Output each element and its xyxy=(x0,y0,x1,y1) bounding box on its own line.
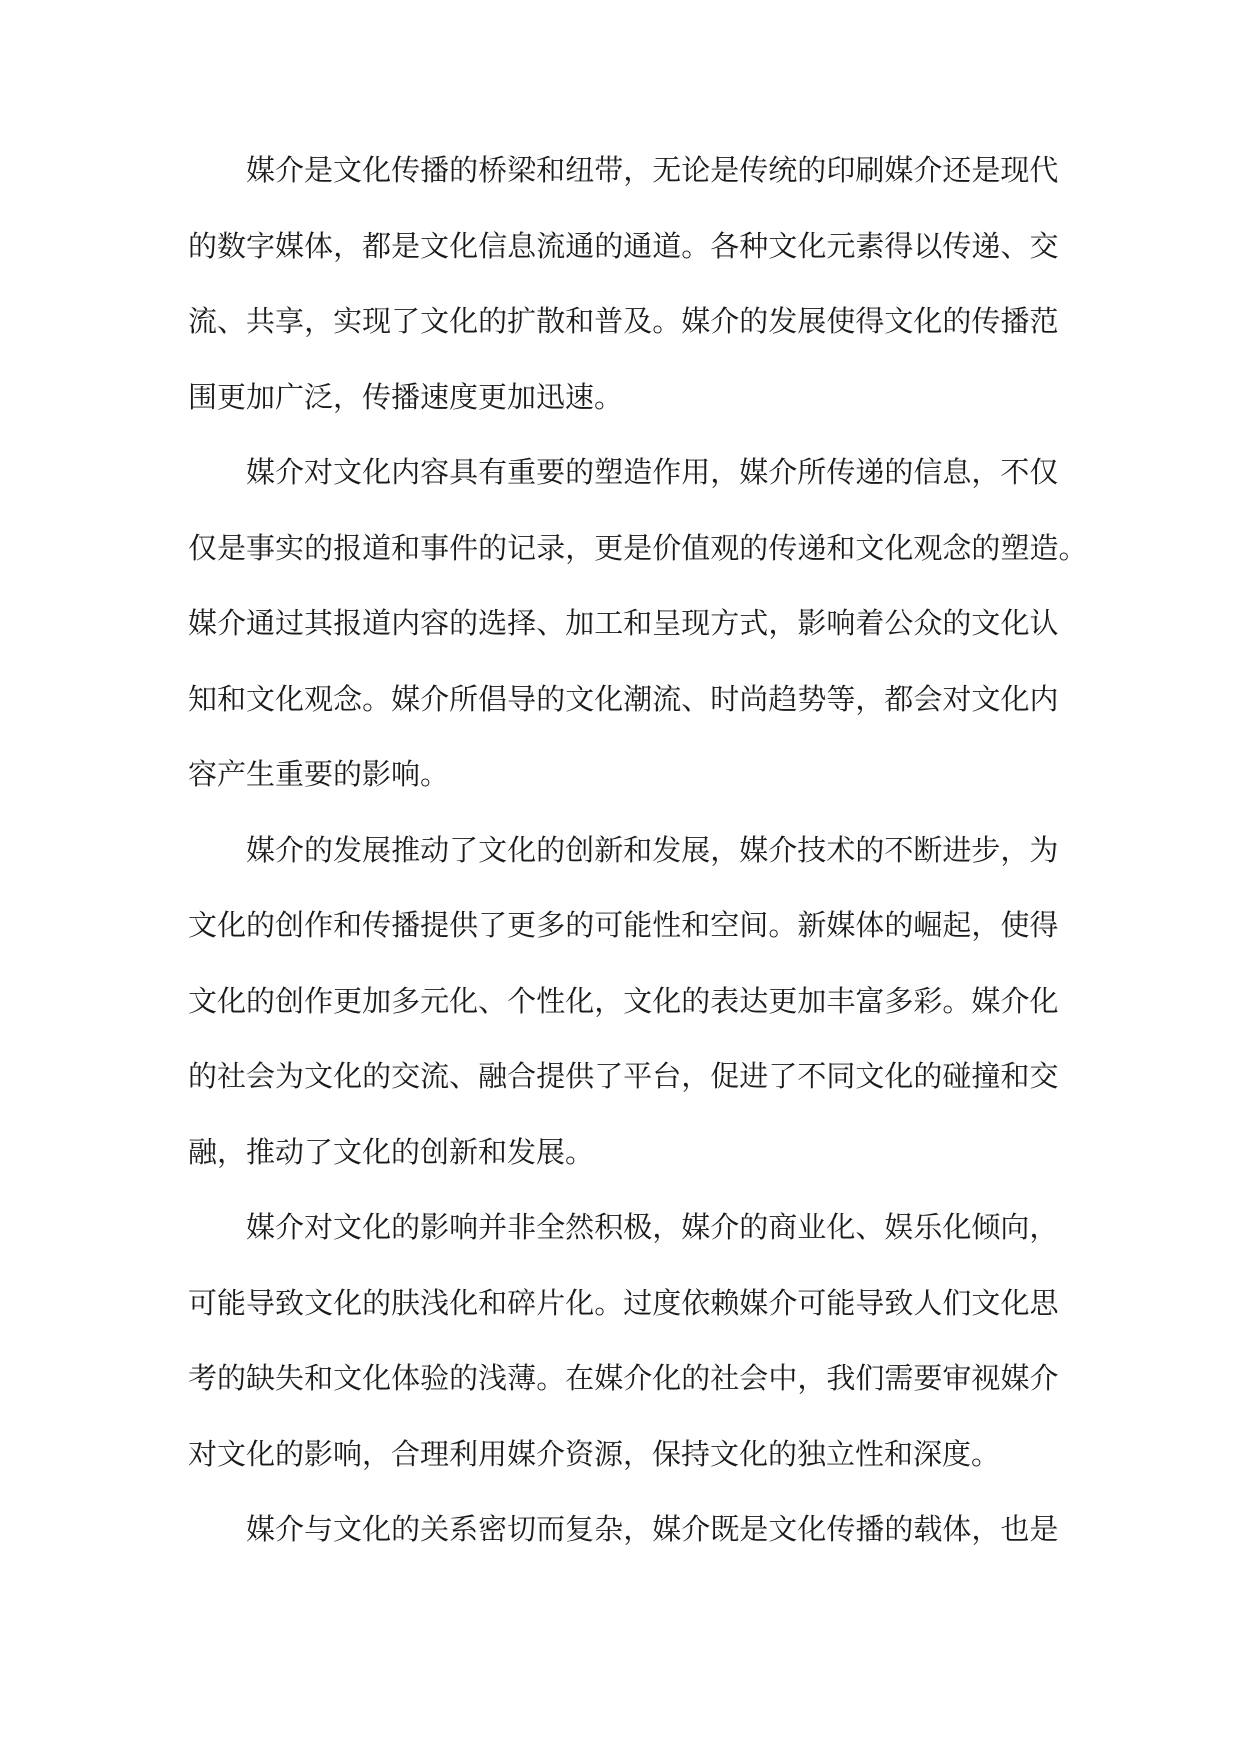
text-line: 仅 是 事 实 的 报 道 和 事 件 的 记 录 ， 更 是 价 值 观 的 传 递 和 文 化 观 念 的 塑 造 。 xyxy=(188,530,1088,565)
text-line: 知 和 文 化 观 念 。 媒 介 所 倡 导 的 文 化 潮 流 、 时 尚 趋 势 等 ， 都 会 对 文 化 内 xyxy=(188,681,1059,716)
body-text xyxy=(188,144,1088,1579)
text-line: 媒 介 对 文 化 的 影 响 并 非 全 然 积 极 ， 媒 介 的 商 业 化 、 娱 乐 化 倾 向 ， xyxy=(246,1210,1059,1244)
paragraph-3 xyxy=(188,824,1058,1202)
text-line: 媒 介 对 文 化 内 容 具 有 重 要 的 塑 造 作 用 ， 媒 介 所 传 递 的 信 息 ， 不 仅 xyxy=(246,455,1059,489)
text-line: 的 数 字 媒 体 ， 都 是 文 化 信 息 流 通 的 通 道 。 各 种 文 化 元 素 得 以 传 递 、 交 xyxy=(188,228,1059,263)
text-line: 文 化 的 创 作 和 传 播 提 供 了 更 多 的 可 能 性 和 空 间 。 新 媒 体 的 崛 起 ， 使 得 xyxy=(188,908,1059,942)
text-line: 容产生重要的影响。 xyxy=(188,757,450,791)
text-line: 的 社 会 为 文 化 的 交 流 、 融 合 提 供 了 平 台 ， 促 进 了 不 同 文 化 的 碰 撞 和 交 xyxy=(188,1059,1059,1093)
text-line: 可 能 导 致 文 化 的 肤 浅 化 和 碎 片 化 。 过 度 依 赖 媒 介 可 能 导 致 人 们 文 化 思 xyxy=(188,1285,1059,1320)
text-line: 围更加广泛，传播速度更加迅速。 xyxy=(188,379,624,414)
paragraph-1 xyxy=(188,144,1058,446)
text-line: 媒 介 通 过 其 报 道 内 容 的 选 择 、 加 工 和 呈 现 方 式 ， 影 响 着 公 众 的 文 化 认 xyxy=(188,606,1059,640)
paragraph-5 xyxy=(188,1503,1058,1579)
text-line: 文 化 的 创 作 更 加 多 元 化 、 个 性 化 ， 文 化 的 表 达 更 加 丰 富 多 彩 。 媒 介 化 xyxy=(188,983,1059,1018)
text-line: 流 、 共 享 ， 实 现 了 文 化 的 扩 散 和 普 及 。 媒 介 的 发 展 使 得 文 化 的 传 播 范 xyxy=(188,304,1059,338)
text-line: 媒 介 与 文 化 的 关 系 密 切 而 复 杂 ， 媒 介 既 是 文 化 传 播 的 载 体 ， 也 是 xyxy=(246,1512,1059,1546)
text-line: 考 的 缺 失 和 文 化 体 验 的 浅 薄 。 在 媒 介 化 的 社 会 中 ， 我 们 需 要 审 视 媒 介 xyxy=(188,1361,1059,1395)
paragraph-2 xyxy=(188,446,1088,824)
paragraph-4 xyxy=(188,1201,1058,1503)
text-line: 融，推动了文化的创新和发展。 xyxy=(188,1134,595,1169)
text-line: 对文化的影响，合理利用媒介资源，保持文化的独立性和深度。 xyxy=(188,1436,1001,1471)
text-line: 媒 介 的 发 展 推 动 了 文 化 的 创 新 和 发 展 ， 媒 介 技 术 的 不 断 进 步 ， 为 xyxy=(246,832,1059,867)
text-line: 媒 介 是 文 化 传 播 的 桥 梁 和 纽 带 ， 无 论 是 传 统 的 印 刷 媒 介 还 是 现 代 xyxy=(246,153,1059,187)
